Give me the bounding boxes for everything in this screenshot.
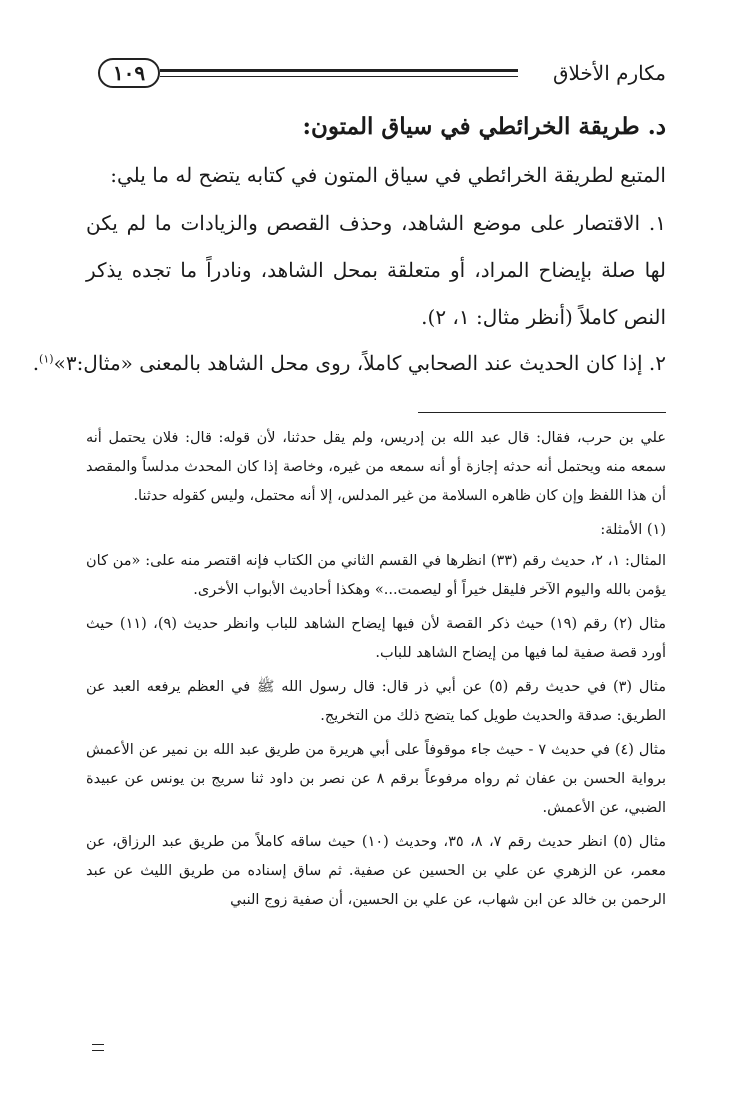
footnote-example-2: مثال (٢) رقم (١٩) حيث ذكر القصة لأن فيها إيضاح الشاهد للباب وانظر حديث (٩)، (١١) حيث أورد قصة صفية لما فيها من إيضاح الشاهد للباب. (86, 616, 666, 661)
footnotes (86, 424, 666, 920)
list-item-2-text: ٢. إذا كان الحديث عند الصحابي كاملاً، روى محل الشاهد بالمعنى «مثال:٣» (53, 351, 666, 375)
footnote-continuation: علي بن حرب، فقال: قال عبد الله بن إدريس، ولم يقل حدثنا، لأن قوله: قال: فلان يحتمل أنه سمعه منه ويحتمل أنه حدثه إجازة أو أنه سمعه من غيره، وخاصة إذا كان المحدث مدلساً والمقصد أن هذا اللفظ وإن كان ظاهره السلامة من غير المدلس، إلا أنه محتمل، وليس كقوله حدثنا. (86, 430, 666, 504)
section-heading: د. طريقة الخرائطي في سياق المتون: (302, 113, 666, 140)
running-title: مكارم الأخلاق (552, 61, 666, 85)
continuation-mark (92, 1044, 104, 1051)
intro-paragraph: المتبع لطريقة الخرائطي في سياق المتون في كتابه يتضح له ما يلي: (110, 163, 666, 187)
page-number: ١٠٩ (98, 58, 160, 88)
footnote-reference: (١) (39, 352, 54, 366)
header-rule (160, 69, 518, 77)
footnote-separator (418, 412, 666, 413)
list-item-1: ١. الاقتصار على موضع الشاهد، وحذف القصص والزيادات ما لم يكن لها صلة بإيضاح المراد، أو متعلقة بمحل الشاهد، ونادراً ما تجده يذكر النص كاملاً (أنظر مثال: ١، ٢). (86, 211, 666, 329)
running-header (98, 58, 666, 94)
footnote-example-5: مثال (٥) انظر حديث رقم ٧، ٨، ٣٥، وحديث (١٠) حيث ساقه كاملاً من طريق عبد الرزاق، عن معمر، عن الزهري عن علي بن الحسين عن صفية. ثم ساق إسناده من طريق الليث عن عبد الرحمن بن خالد عن ابن شهاب، عن علي بن الحسين، أن صفية زوج النبي (86, 834, 666, 908)
list-item-2: ٢. إذا كان الحديث عند الصحابي كاملاً، روى محل الشاهد بالمعنى «مثال:٣»$^{(١)}$. (32, 351, 666, 375)
footnote-heading: (١) الأمثلة: (600, 522, 666, 538)
footnote-example-1: المثال: ١، ٢، حديث رقم (٣٣) انظرها في القسم الثاني من الكتاب فإنه اقتصر منه على: «من كان يؤمن بالله واليوم الآخر فليقل خيراً أو ليصمت...» وهكذا أحاديث الأبواب الأخرى. (86, 553, 666, 598)
footnote-example-3: مثال (٣) في حديث رقم (٥) عن أبي ذر قال: قال رسول الله ﷺ في العظم يرفعه العبد عن الطريق: صدقة والحديث طويل كما يتضح ذلك من التخريج. (86, 679, 666, 724)
footnote-example-4: مثال (٤) في حديث ٧ - حيث جاء موقوفاً على أبي هريرة من طريق عبد الله بن نمير عن الأعمش برواية الحسن بن عفان ثم رواه مرفوعاً برقم ٨ عن نصر بن داود ثنا سريج بن يونس عن عبيدة الضبي، عن الأعمش. (86, 742, 666, 816)
